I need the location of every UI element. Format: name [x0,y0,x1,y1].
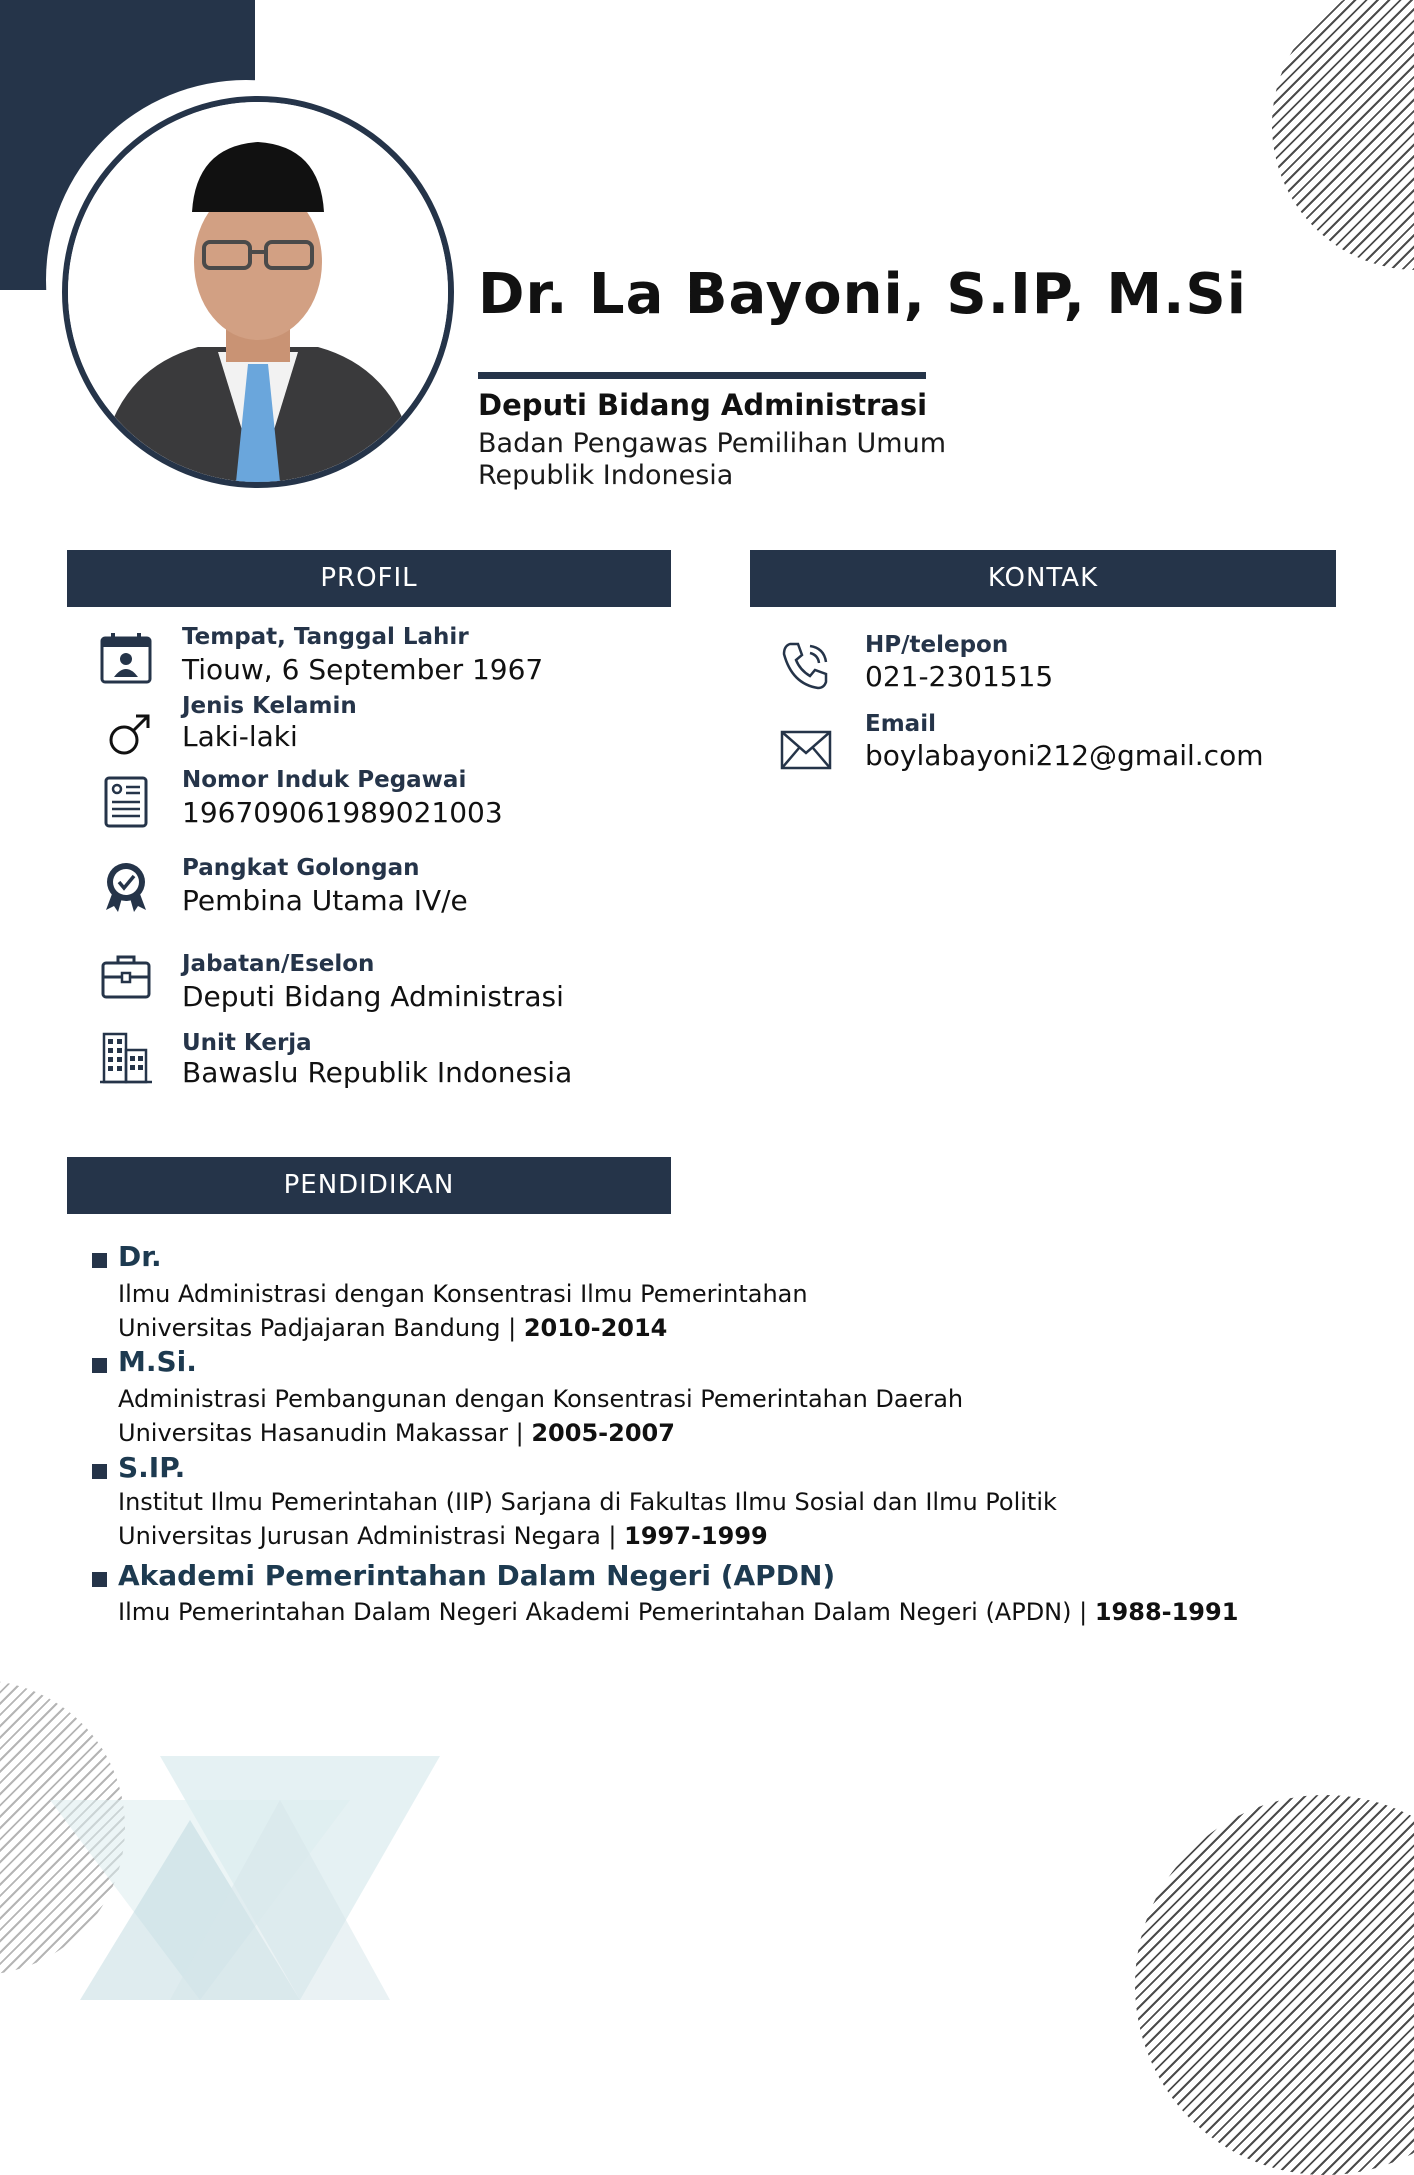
hatch-circle-top-right [1272,0,1414,270]
building-icon [98,1030,154,1086]
education-program-apdn: Ilmu Pemerintahan Dalam Negeri Akademi Pemerintahan Dalam Negeri (APDN) | 1988-1991 [118,1598,1239,1626]
education-institution-sip: Universitas Jurusan Administrasi Negara | 1997-1999 [118,1522,768,1550]
profile-photo [62,96,454,488]
phone-icon [778,638,834,694]
education-degree-dr: Dr. [118,1240,162,1273]
organization-line-2: Republik Indonesia [478,460,734,491]
profil-label-position: Jabatan/Eselon [182,951,375,977]
profil-label-rank: Pangkat Golongan [182,855,420,881]
person-role: Deputi Bidang Administrasi [478,388,928,422]
avatar [68,102,448,482]
profil-value-birth: Tiouw, 6 September 1967 [182,653,544,686]
kontak-value-email[interactable]: boylabayoni212@gmail.com [865,739,1264,772]
kontak-label-phone: HP/telepon [865,632,1009,658]
section-header-kontak: KONTAK [750,550,1336,607]
section-header-profil: PROFIL [67,550,671,607]
education-institution-msi: Universitas Hasanudin Makassar | 2005-2007 [118,1419,675,1447]
id-document-icon [98,774,154,830]
profil-label-birth: Tempat, Tanggal Lahir [182,624,469,650]
organization-line-1: Badan Pengawas Pemilihan Umum [478,428,947,459]
profil-label-gender: Jenis Kelamin [182,693,357,719]
education-degree-apdn: Akademi Pemerintahan Dalam Negeri (APDN) [118,1559,836,1592]
education-degree-msi: M.Si. [118,1345,197,1378]
education-degree-sip: S.IP. [118,1451,186,1484]
education-institution-dr: Universitas Padjajaran Bandung | 2010-2014 [118,1314,668,1342]
name-divider [478,372,926,379]
kontak-label-email: Email [865,711,936,737]
person-name: Dr. La Bayoni, S.IP, M.Si [478,262,1247,327]
male-symbol-icon [102,706,158,762]
bullet-icon [92,1253,107,1268]
profil-label-unit: Unit Kerja [182,1030,312,1056]
triangle-decoration [40,1740,460,2000]
briefcase-icon [98,948,154,1004]
envelope-icon [778,722,834,778]
education-program-sip: Institut Ilmu Pemerintahan (IIP) Sarjana di Fakultas Ilmu Sosial dan Ilmu Politik [118,1488,1057,1516]
section-header-pendidikan: PENDIDIKAN [67,1157,671,1214]
hatch-circle-bottom-right [1135,1795,1414,2175]
bullet-icon [92,1464,107,1479]
profil-value-position: Deputi Bidang Administrasi [182,980,564,1013]
profil-value-nip: 196709061989021003 [182,796,503,829]
profil-value-gender: Laki-laki [182,720,298,753]
education-program-msi: Administrasi Pembangunan dengan Konsentrasi Pemerintahan Daerah [118,1385,964,1413]
bullet-icon [92,1572,107,1587]
calendar-person-icon [98,630,154,686]
award-badge-icon [98,858,154,914]
kontak-value-phone[interactable]: 021-2301515 [865,660,1054,693]
profil-label-nip: Nomor Induk Pegawai [182,767,467,793]
education-program-dr: Ilmu Administrasi dengan Konsentrasi Ilmu Pemerintahan [118,1280,808,1308]
bullet-icon [92,1358,107,1373]
profil-value-rank: Pembina Utama IV/e [182,884,468,917]
profil-value-unit: Bawaslu Republik Indonesia [182,1056,573,1089]
